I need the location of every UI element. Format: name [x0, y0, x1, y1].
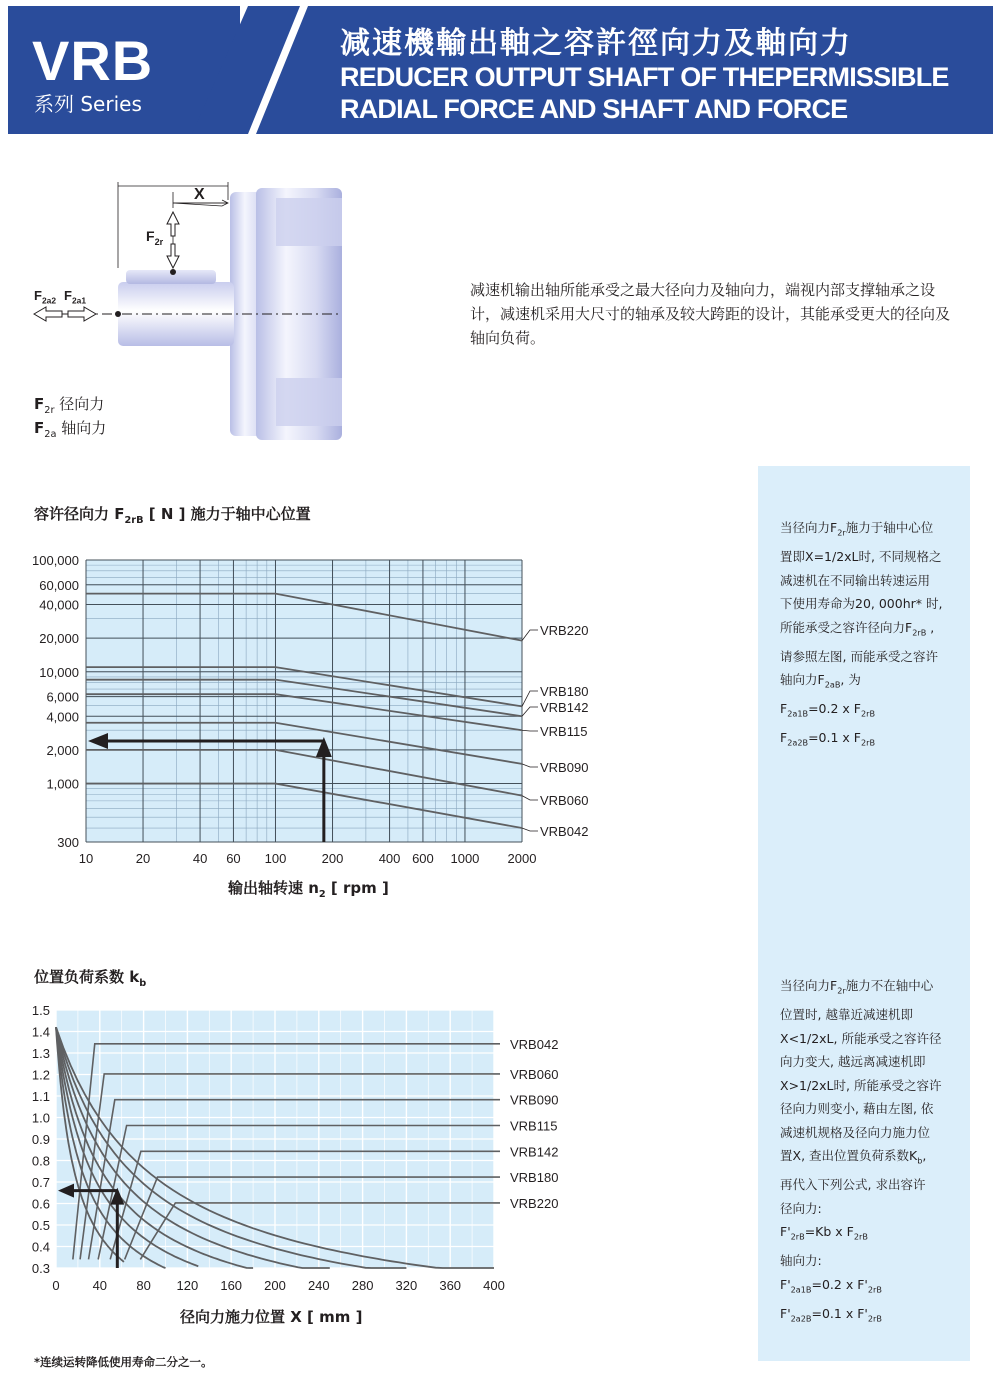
chart2-y-tick: 1.5: [31, 1003, 50, 1018]
chart2-series-label: VRB115: [510, 1118, 558, 1134]
chart2-title: 位置负荷系数 $k_b$: [34, 968, 147, 989]
side-line: $F'_{2a1B}=0.2$ x $F'_{2rB}$: [780, 1276, 882, 1294]
side-line: 置X, 查出位置负荷系数$K_b$,: [780, 1148, 927, 1166]
chart1-leader: [522, 707, 538, 716]
chart1-x-tick: 2000: [507, 851, 537, 866]
chart1-y-tick: 2,000: [46, 742, 79, 758]
dimension-x-label: X: [194, 186, 205, 203]
chart2-y-tick: 0.9: [31, 1132, 50, 1147]
side-line: 请参照左图, 而能承受之容许: [780, 648, 938, 664]
axial-force-1-label: $F_{2a1}$: [64, 288, 87, 306]
intro-paragraph: 减速机输出轴所能承受之最大径向力及轴向力，端视内部支撑轴承之设计，减速机采用大尺寸的轴承及较大跨距的设计，其能承受更大的径向及轴向负荷。: [470, 281, 951, 347]
chart2-series-label: VRB042: [510, 1036, 559, 1052]
chart2-x-tick: 40: [92, 1278, 108, 1293]
chart1-leader: [522, 796, 538, 800]
chart2-series-label: VRB142: [510, 1144, 559, 1160]
chart1-title: 容许径向力 $F_{2rB}$ [ N ] 施力于轴中心位置: [34, 505, 311, 526]
chart2-position-factor: [0, 996, 620, 1306]
chart1-y-tick: 60,000: [39, 577, 79, 593]
chart1-x-tick: 20: [135, 851, 151, 866]
chart1-leader: [522, 764, 538, 767]
chart2-y-tick: 1.4: [31, 1024, 50, 1040]
series-subtitle: 系列 Series: [34, 92, 142, 116]
chart1-x-tick: 40: [192, 851, 208, 866]
side-line: 轴向力:: [780, 1253, 822, 1268]
chart1-radial-force: [0, 540, 620, 910]
side-line: $F_{2a2B}=0.1$ x $F_{2rB}$: [780, 730, 876, 748]
chart2-x-tick: 280: [351, 1278, 374, 1293]
side-line: 下使用寿命为20, 000hr* 时,: [780, 596, 943, 611]
page-title-en-line2: RADIAL FORCE AND SHAFT AND FORCE: [340, 94, 848, 124]
side-line: X<1/2xL, 所能承受之容许径: [780, 1030, 942, 1046]
page-title-cn: 减速機輸出軸之容許徑向力及軸向力: [340, 26, 852, 61]
side-line: 径向力则变小, 藉由左图, 依: [780, 1101, 934, 1116]
chart2-x-tick: 400: [483, 1278, 505, 1293]
chart2-y-tick: 0.7: [31, 1175, 50, 1190]
chart1-y-tick: 10,000: [39, 664, 79, 680]
chart2-series-label: VRB220: [510, 1195, 559, 1211]
chart1-leader: [522, 730, 538, 731]
chart1-series-label: VRB115: [540, 724, 588, 739]
chart1-x-tick: 200: [321, 851, 344, 866]
chart2-xlabel: 径向力施力位置 X [ mm ]: [180, 1308, 363, 1326]
chart2-y-tick: 1.1: [31, 1089, 50, 1104]
side-line: 轴向力$F_{2aB}$, 为: [780, 672, 861, 690]
chart2-x-tick: 200: [264, 1278, 286, 1293]
chart2-x-tick: 80: [136, 1278, 151, 1293]
chart1-x-tick: 100: [264, 851, 287, 866]
chart2-y-tick: 0.3: [31, 1261, 50, 1276]
chart1-x-tick: 1000: [450, 851, 480, 866]
side-line: 当径向力$F_{2r}$施力于轴中心位: [780, 520, 934, 538]
series-title: VRB: [32, 29, 154, 92]
chart2-y-tick: 0.4: [31, 1239, 50, 1255]
chart2-x-tick: 360: [439, 1278, 462, 1293]
chart1-leader: [522, 630, 538, 641]
chart2-x-tick: 320: [395, 1278, 418, 1293]
chart1-xlabel: 输出轴转速 $n_2$ [ rpm ]: [228, 879, 389, 900]
chart2-y-tick: 0.8: [31, 1153, 50, 1169]
side-line: $F_{2a1B}=0.2$ x $F_{2rB}$: [780, 701, 876, 719]
chart1-series-label: VRB142: [540, 700, 589, 715]
side-line: 置即X=1/2xL时, 不同规格之: [780, 549, 942, 564]
legend-axial: $F_{2a}$ 轴向力: [34, 419, 107, 440]
side-line: 再代入下列公式, 求出容许: [780, 1177, 926, 1192]
side-line: 当径向力$F_{2r}$施力不在轴中心: [780, 978, 934, 996]
chart1-y-tick: 4,000: [46, 709, 79, 725]
chart1-y-tick: 1,000: [46, 776, 79, 792]
chart2-y-tick: 1.3: [31, 1046, 50, 1061]
chart2-x-tick: 0: [52, 1278, 60, 1293]
chart2-x-tick: 160: [220, 1278, 243, 1293]
chart2-y-tick: 1.2: [31, 1067, 50, 1083]
side-line: 所能承受之容许径向力$F_{2rB}$ ,: [780, 619, 935, 637]
chart2-x-tick: 240: [307, 1278, 330, 1293]
side-line: $F'_{2rB}=Kb$ x $F_{2rB}$: [780, 1224, 868, 1242]
chart1-y-tick: 100,000: [32, 553, 79, 568]
chart1-y-tick: 6,000: [46, 689, 79, 705]
chart1-series-label: VRB042: [540, 824, 589, 839]
chart1-leader: [522, 691, 538, 706]
side-line: 减速机在不同输出转速运用: [780, 572, 931, 588]
radial-force-label: $F_{2r}$: [146, 228, 164, 247]
side-line: X>1/2xL时, 所能承受之容许: [780, 1077, 942, 1093]
chart1-plot-area: [86, 560, 522, 842]
axial-force-2-label: $F_{2a2}$: [34, 288, 57, 306]
chart2-series-label: VRB090: [510, 1092, 559, 1108]
chart1-x-tick: 400: [378, 851, 401, 866]
chart1-series-label: VRB060: [540, 793, 589, 808]
chart1-series-label: VRB220: [540, 623, 589, 638]
chart2-y-tick: 0.6: [31, 1196, 50, 1212]
side-note-off-center: [780, 974, 950, 1331]
chart1-series-label: VRB090: [540, 760, 589, 775]
side-note-radial-center: [780, 516, 950, 755]
legend-radial: $F_{2r}$ 径向力: [34, 395, 105, 416]
side-panel: [758, 466, 970, 1361]
chart1-y-tick: 300: [57, 835, 79, 850]
side-line: 减速机规格及径向力施力位: [780, 1124, 931, 1140]
side-line: 径向力:: [780, 1200, 822, 1216]
chart1-series-label: VRB180: [540, 684, 589, 699]
chart1-x-tick: 600: [412, 851, 434, 866]
chart1-x-tick: 60: [226, 851, 241, 866]
chart1-y-tick: 20,000: [39, 631, 79, 647]
chart1-leader: [522, 828, 538, 831]
side-line: $F'_{2a2B}=0.1$ x $F'_{2rB}$: [780, 1305, 882, 1323]
chart2-series-label: VRB060: [510, 1066, 559, 1082]
side-line: 位置时, 越靠近减速机即: [780, 1007, 913, 1022]
chart2-y-tick: 1.0: [31, 1110, 50, 1126]
chart1-y-tick: 40,000: [39, 597, 79, 613]
side-line: 向力变大, 越远离减速机即: [780, 1054, 926, 1069]
chart2-y-tick: 0.5: [31, 1218, 50, 1233]
chart2-x-tick: 120: [176, 1278, 199, 1293]
chart1-x-tick: 10: [78, 851, 94, 866]
footnote: *连续运转降低使用寿命二分之一。: [34, 1355, 213, 1369]
page-title-en-line1: REDUCER OUTPUT SHAFT OF THEPERMISSIBLE: [340, 62, 949, 92]
chart2-series-label: VRB180: [510, 1170, 559, 1186]
